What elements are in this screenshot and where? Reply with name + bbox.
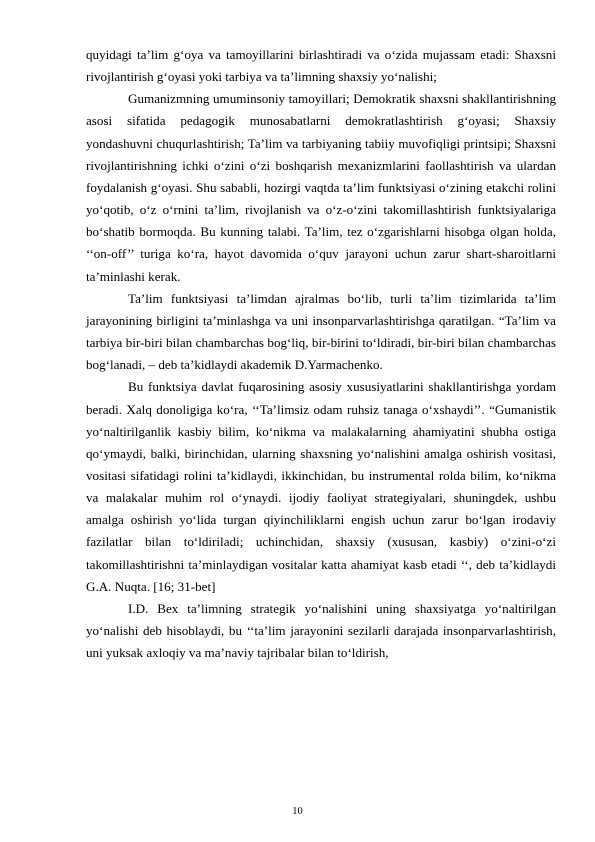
paragraph-4: Bu funktsiya davlat fuqarosining asosiy xususiyatlarini shakllantirishga yordam beradi. Xalq donoligiga ko‘ra, ‘‘Ta’limsiz odam ruhsiz tanaga o‘xshaydi’’. “Gumanistik yo‘naltirilganlik kasbiy bilim, ko‘nikma va malakalarning ahamiyatini shubha ostiga qo‘ymaydi, balki, birinchidan, ularning shaxsning yo‘nalishini amalga oshirish vositasi, vositasi sifatidagi rolini ta’kidlaydi, ikkinchidan, bu instrumental rolda bilim, ko‘nikma va malakalar muhim rol o‘ynaydi. ijodiy faoliyat strategiyalari, shuningdek, ushbu amalga oshirish yo‘lida turgan qiyinchiliklarni engish uchun zarur bo‘lgan irodaviy fazilatlar bilan to‘ldiriladi; uchinchidan, shaxsiy (xususan, kasbiy) o‘zini-o‘zi takomillashtirishni ta’minlaydigan vositalar katta ahamiyat kasb etadi ‘‘, deb ta’kidlaydi G.A. Nuqta. [16; 31-bet] (86, 379, 556, 594)
paragraph-2: Gumanizmning umuminsoniy tamoyillari; Demokratik shaxsni shakllantirishning asosi sifatida pedagogik munosabatlarni demokratlashtirish g‘oyasi; Shaxsiy yondashuvni chuqurlashtirish; Ta’lim va tarbiyaning tabiiy muvofiqligi printsipi; Shaxsni rivojlantirishning ichki o‘zini o‘zi boshqarish mexanizmlarini faollashtirish va ulardan foydalanish g‘oyasi. Shu sababli, hozirgi vaqtda ta’lim funktsiyasi o‘zining etakchi rolini yo‘qotib, o‘z o‘rnini ta’lim, rivojlanish va o‘z-o‘zini takomillashtirish funktsiyalariga bo‘shatib bormoqda. Bu kunning talabi. Ta’lim, tez o‘zgarishlarni hisobga olgan holda, ‘‘on-off’’ turiga ko‘ra, hayot davomida o‘quv jarayoni uchun zarur shart-sharoitlarni ta’minlashi kerak. (86, 91, 556, 284)
paragraph-3: Ta’lim funktsiyasi ta’limdan ajralmas bo‘lib, turli ta’lim tizimlarida ta’lim jarayonining birligini ta’minlashga va uni insonparvarlashtirishga qaratilgan. “Ta’lim va tarbiya bir-biri bilan chambarchas bog‘liq, bir-birini to‘ldiradi, bir-biri bilan chambarchas bog‘lanadi, – deb ta’kidlaydi akademik D.Yarmachenko. (86, 290, 556, 373)
paragraph-1: quyidagi ta’lim g‘oya va tamoyillarini birlashtiradi va o‘zida mujassam etadi: Shaxsni rivojlantirish g‘oyasi yoki tarbiya va ta’limning shaxsiy yo‘nalishi; (86, 47, 556, 85)
page-number: 10 (292, 806, 303, 817)
paragraph-5: I.D. Bex ta’limning strategik yo‘nalishini uning shaxsiyatga yo‘naltirilgan yo‘nalishi deb hisoblaydi, bu ‘‘ta’lim jarayonini sezilarli darajada insonparvarlashtirish, uni yuksak axloqiy va ma’naviy tajribalar bilan to‘ldirish, (86, 600, 556, 661)
document-page (86, 44, 556, 664)
